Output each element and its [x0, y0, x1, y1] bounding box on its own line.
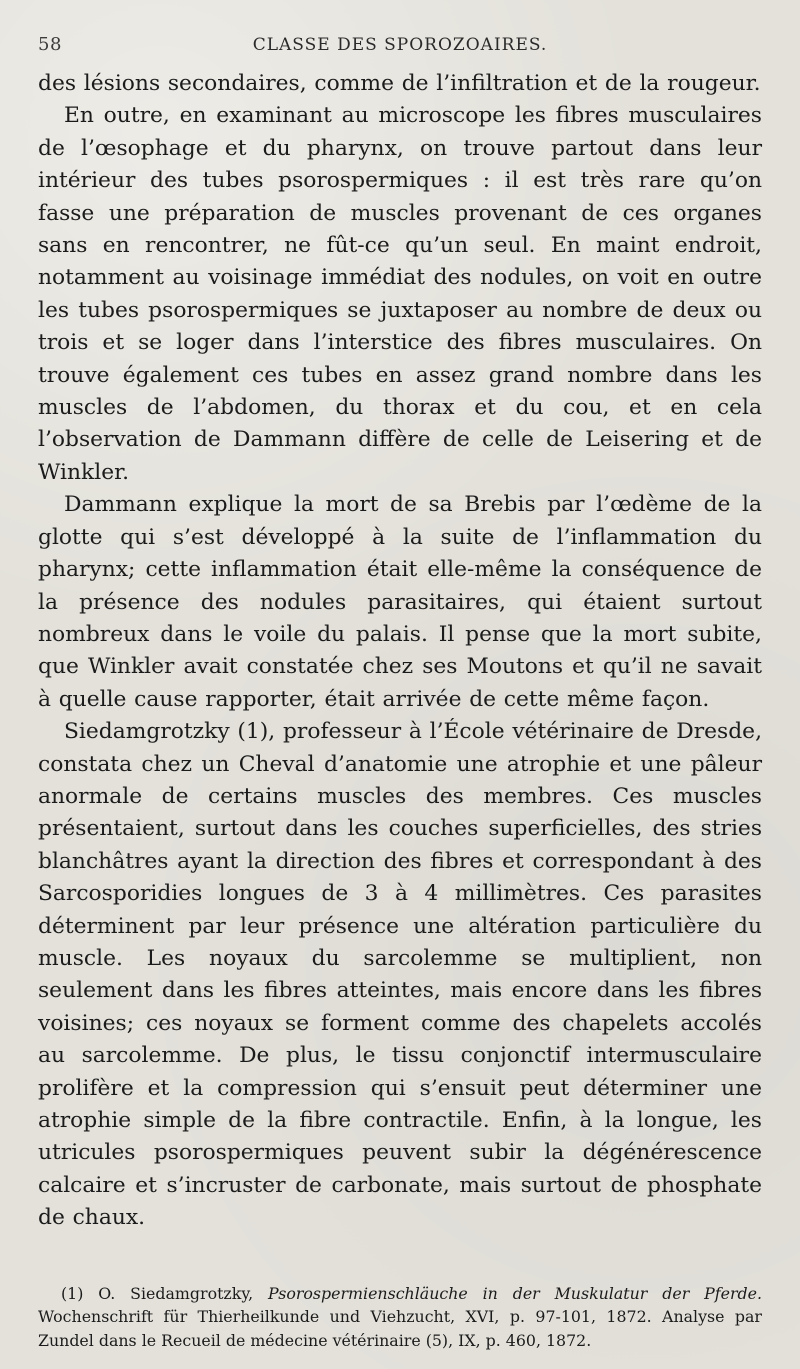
footnote-rest: Wochenschrift für Thierheilkunde und Viehzucht, XVI, p. 97-101, 1872. Analyse par Zundel dans le Recueil de médecine vétérinaire (5), IX, p. 460, 1872. [38, 1307, 762, 1350]
paragraph-microscope: En outre, en examinant au microscope les fibres musculaires de l’œsophage et du pharynx, on trouve partout dans leur intérieur des tubes psorospermiques : il est très rare qu’on fasse une préparation de muscles provenant de ces organes sans en rencontrer, ne fût-ce qu’un seul. En maint endroit, notamment au voisinage immédiat des nodules, on voit en outre les tubes psorospermiques se juxtaposer au nombre de deux ou trois et se loger dans l’interstice des fibres musculaires. On trouve également ces tubes en assez grand nombre dans les muscles de l’abdomen, du thorax et du cou, et en cela l’observation de Dammann diffère de celle de Leisering et de Winkler. [38, 103, 762, 485]
paragraph-continuation: des lésions secondaires, comme de l’infiltration et de la rougeur. [38, 71, 761, 96]
footnote-title: Psorospermienschläuche in der Muskulatur der Pferde. [268, 1283, 762, 1303]
running-title: CLASSE DES SPOROZOAIRES. [252, 35, 548, 55]
paragraph-siedamgrotzky: Siedamgrotzky (1), professeur à l’École vétérinaire de Dresde, constata chez un Cheval d’anatomie une atrophie et une pâleur anormale de certains muscles des membres. Ces muscles présentaient, surtout dans les couches superficielles, des stries blanchâtres ayant la direction des fibres et correspondant à des Sarcosporidies longues de 3 à 4 millimètres. Ces parasites déterminent par leur présence une altération particulière du muscle. Les noyaux du sarcolemme se multiplient, non seulement dans les fibres atteintes, mais encore dans les fibres voisines; ces noyaux se forment comme des chapelets accolés au sarcolemme. De plus, le tissu conjonctif intermusculaire prolifère et la compression qui s’ensuit peut déterminer une atrophie simple de la fibre contractile. Enfin, à la longue, les utricules psorospermiques peuvent subir la dégénérescence calcaire et s’incruster de carbonate, mais surtout de phosphate de chaux. [38, 719, 762, 1231]
page-number: 58 [38, 34, 62, 55]
footnote-marker: (1) O. Siedamgrotzky, [61, 1283, 254, 1303]
page-header [38, 34, 762, 64]
body-text [38, 68, 762, 1235]
footnote-separator [38, 1259, 762, 1260]
footnote-1 [38, 1282, 762, 1353]
paragraph-dammann: Dammann explique la mort de sa Brebis par l’œdème de la glotte qui s’est développé à la suite de l’inflammation du pharynx; cette inflammation était elle-même la conséquence de la présence des nodules parasitaires, qui étaient surtout nombreux dans le voile du palais. Il pense que la mort subite, que Winkler avait constatée chez ses Moutons et qu’il ne savait à quelle cause rapporter, était arrivée de cette même façon. [38, 492, 762, 712]
footnotes [38, 1282, 762, 1353]
